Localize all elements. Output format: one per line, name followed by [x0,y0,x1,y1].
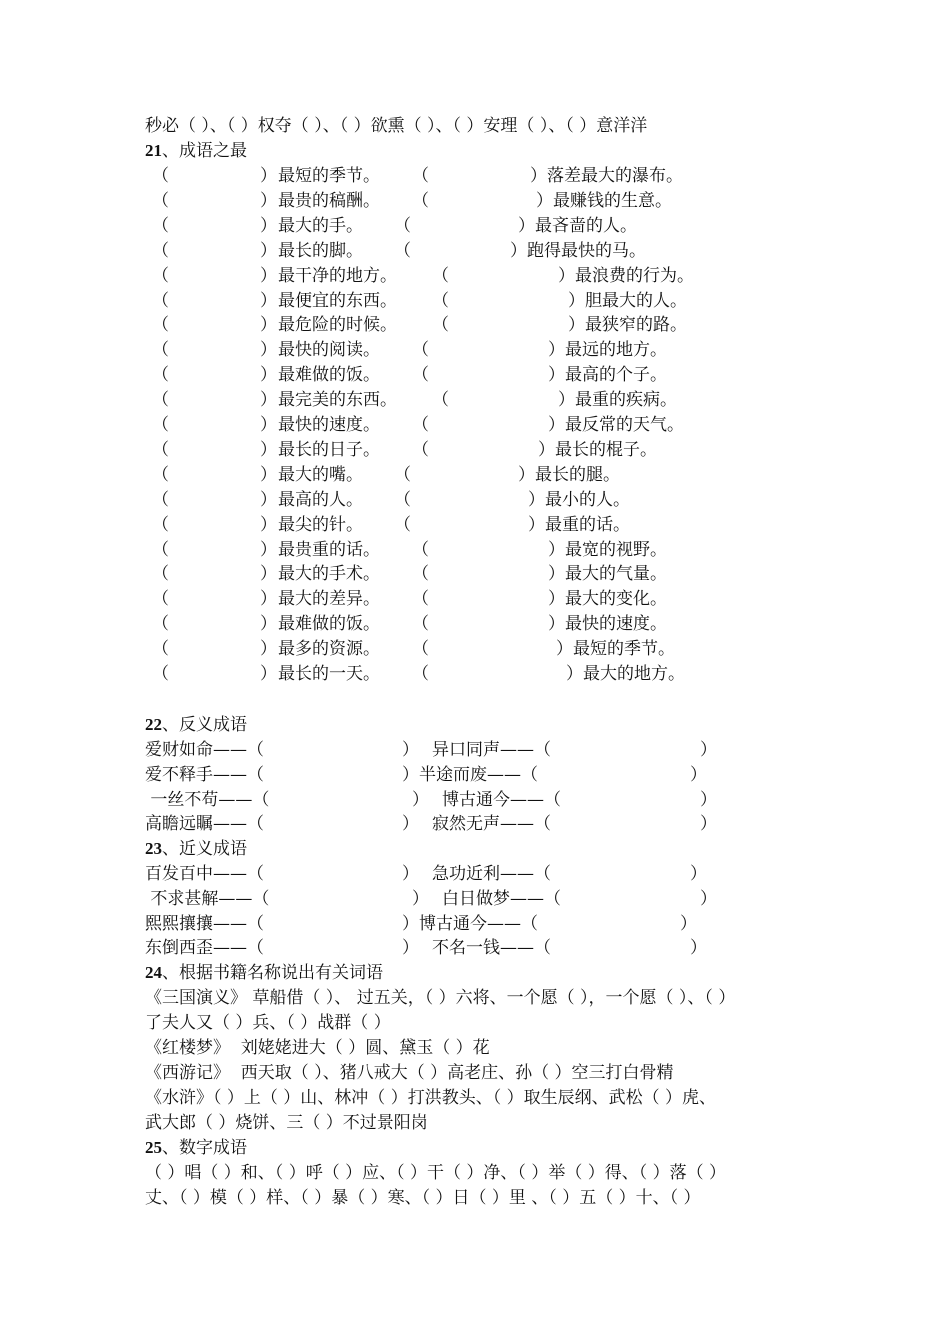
clue-left: 最危险的时候。 [278,315,397,336]
blank-close-paren: ） [260,365,277,386]
blank-open-paren: （ [152,240,169,261]
clue-right: 跑得最快的马。 [527,240,646,261]
section-23-heading [145,837,247,861]
blank-close-paren: ） [548,365,565,386]
blank-open-paren: （ [412,166,429,186]
blank-open-paren: （ [394,464,411,485]
book-line: 《三国演义》 草船借（ ）、 过五关，（ ）六将、一个愿（ ），一个愿（ ）、（ ） [145,988,736,1008]
blank-open-paren: （ [152,265,169,286]
blank-close-paren: ） [412,888,429,909]
book-line: 《西游记》 西天取（ ）、猪八戒大（ ）高老庄、孙（ ）空三打白骨精 [145,1063,674,1083]
clue-right: 最短的季节。 [573,639,675,660]
blank-close-paren: ） [402,814,419,835]
blank-close-paren: ） [548,589,565,610]
book-line: 《水浒》（ ）上（ ）山、林冲（ ）打洪教头、（ ）取生辰纲、武松（ ）虎、 [145,1088,717,1108]
section-number: 21 [145,141,162,160]
blank-close-paren: ） [548,415,565,435]
blank-close-paren: ） [700,789,717,810]
blank-close-paren: ） [260,589,277,610]
clue-right: 最狭窄的路。 [585,315,687,336]
blank-close-paren: ） [412,789,429,810]
blank-close-paren: ） [260,439,277,460]
blank-close-paren: ） [528,489,545,510]
blank-open-paren: （ [412,664,429,684]
blank-open-paren: （ [152,564,169,585]
blank-open-paren: （ [152,290,169,311]
blank-close-paren: ） [690,864,707,884]
blank-close-paren: ） [700,740,717,760]
clue-left: 最便宜的东西。 [278,290,397,311]
blank-open-paren: （ [412,415,429,435]
clue-left: 最尖的针。 [278,514,363,535]
clue-right: 最浪费的行为。 [575,265,694,286]
blank-open-paren: （ [152,390,169,411]
blank-close-paren: ） [260,415,277,435]
blank-open-paren: （ [412,340,429,361]
clue-left: 最长的脚。 [278,240,363,261]
blank-close-paren: ） [402,740,419,760]
book-line: 了夫人又（ ）兵、（ ）战群（ ） [145,1013,391,1033]
clue-right: 最重的疾病。 [575,390,677,411]
blank-open-paren: （ [394,240,411,261]
blank-close-paren: ） [548,340,565,361]
clue-right: 胆最大的人。 [585,290,687,311]
blank-close-paren: ） [558,265,575,286]
blank-close-paren: ） [568,290,585,311]
section-24-heading [145,961,383,985]
clue-right: 最高的个子。 [565,365,667,386]
blank-open-paren: （ [412,564,429,585]
clue-right: 最赚钱的生意。 [553,190,672,211]
clue-left: 最多的资源。 [278,639,380,660]
blank-open-paren: （ [432,390,449,411]
blank-close-paren: ） [260,265,277,286]
idiom-left: 百发百中——（ [145,864,264,884]
clue-right: 最长的棍子。 [555,439,657,460]
blank-close-paren: ） [700,888,717,909]
idiom-right: 寂然无声——（ [432,814,551,835]
blank-open-paren: （ [152,166,169,186]
blank-close-paren: ）博古通今——（ [402,913,538,934]
idiom-right: 异口同声——（ [432,740,551,760]
clue-right: 最宽的视野。 [565,539,667,560]
idiom-left: 熙熙攘攘——（ [145,913,264,934]
blank-close-paren: ） [568,315,585,336]
clue-right: 最吝啬的人。 [535,215,637,236]
blank-close-paren: ） [556,639,573,660]
blank-open-paren: （ [152,514,169,535]
blank-open-paren: （ [394,215,411,236]
blank-open-paren: （ [152,639,169,660]
blank-close-paren: ） [260,614,277,635]
blank-open-paren: （ [412,365,429,386]
fill-in-line-top: 秒必（ ）、（ ）权夺（ ）、（ ）欲熏（ ）、（ ）安理（ ）、（ ）意洋洋 [145,116,648,136]
blank-open-paren: （ [152,439,169,460]
blank-close-paren: ） [530,166,547,186]
clue-right: 最长的腿。 [535,464,620,485]
clue-right: 最小的人。 [545,489,630,510]
clue-left: 最高的人。 [278,489,363,510]
idiom-left: 一丝不苟——（ [145,789,270,810]
blank-open-paren: （ [152,365,169,386]
blank-open-paren: （ [152,340,169,361]
blank-open-paren: （ [152,315,169,336]
blank-close-paren: ） [558,390,575,411]
clue-left: 最快的速度。 [278,415,380,435]
blank-close-paren: ） [260,564,277,585]
blank-open-paren: （ [394,514,411,535]
blank-close-paren: ） [680,913,697,934]
blank-open-paren: （ [152,614,169,635]
number-idiom-line: 丈、（ ）模（ ）样、（ ）暴（ ）寒、（ ）日（ ）里 、（ ）五（ ）十、（ ） [145,1188,701,1208]
clue-right: 最快的速度。 [565,614,667,635]
blank-close-paren: ） [260,390,277,411]
clue-left: 最贵重的话。 [278,539,380,560]
blank-close-paren: ） [690,938,707,959]
clue-left: 最难做的饭。 [278,365,380,386]
blank-close-paren: ） [402,864,419,884]
section-number: 22 [145,715,162,734]
blank-open-paren: （ [152,664,169,684]
blank-open-paren: （ [412,639,429,660]
clue-left: 最贵的稿酬。 [278,190,380,211]
section-number: 23 [145,839,162,858]
blank-open-paren: （ [152,415,169,435]
blank-close-paren: ） [518,464,535,485]
section-22-heading [145,713,247,737]
blank-open-paren: （ [394,489,411,510]
idiom-left: 不求甚解——（ [145,888,270,909]
blank-close-paren: ） [402,938,419,959]
book-line: 武大郎（ ）烧饼、三（ ）不过景阳岗 [145,1113,428,1133]
blank-close-paren: ） [528,514,545,535]
clue-left: 最难做的饭。 [278,614,380,635]
blank-close-paren: ） [260,664,277,684]
section-title: 、近义成语 [162,839,247,859]
clue-left: 最大的手术。 [278,564,380,585]
clue-right: 最反常的天气。 [565,415,684,435]
clue-right: 最重的话。 [545,514,630,535]
section-number: 24 [145,963,162,982]
section-title: 、数字成语 [162,1138,247,1158]
clue-left: 最短的季节。 [278,166,380,186]
blank-close-paren: ） [260,489,277,510]
idiom-right: 不名一钱——（ [432,938,551,959]
clue-right: 最远的地方。 [565,340,667,361]
idiom-left: 东倒西歪——（ [145,938,264,959]
section-title: 、根据书籍名称说出有关词语 [162,963,383,983]
blank-open-paren: （ [432,315,449,336]
clue-right: 落差最大的瀑布。 [547,166,683,186]
clue-left: 最大的手。 [278,215,363,236]
clue-left: 最完美的东西。 [278,390,397,411]
blank-close-paren: ） [548,564,565,585]
clue-right: 最大的变化。 [565,589,667,610]
blank-open-paren: （ [432,265,449,286]
book-line: 《红楼梦》 刘姥姥进大（ ）圆、黛玉（ ）花 [145,1038,490,1058]
section-25-heading [145,1136,247,1160]
blank-open-paren: （ [412,190,429,211]
blank-close-paren: ） [260,190,277,211]
blank-open-paren: （ [412,589,429,610]
blank-close-paren: ） [700,814,717,835]
blank-open-paren: （ [152,539,169,560]
blank-open-paren: （ [412,439,429,460]
blank-close-paren: ） [548,539,565,560]
blank-open-paren: （ [152,190,169,211]
blank-close-paren: ） [260,290,277,311]
idiom-right: 博古通今——（ [442,789,561,810]
clue-left: 最长的日子。 [278,439,380,460]
blank-close-paren: ） [260,166,277,186]
blank-close-paren: ） [260,539,277,560]
clue-right: 最大的地方。 [583,664,685,684]
blank-close-paren: ） [566,664,583,684]
blank-close-paren: ） [260,315,277,336]
blank-close-paren: ） [510,240,527,261]
section-title: 、反义成语 [162,715,247,735]
blank-close-paren: ）半途而废——（ [402,764,538,785]
clue-left: 最大的嘴。 [278,464,363,485]
clue-right: 最大的气量。 [565,564,667,585]
blank-close-paren: ） [536,190,553,211]
blank-open-paren: （ [152,589,169,610]
blank-close-paren: ） [548,614,565,635]
blank-open-paren: （ [412,539,429,560]
clue-left: 最快的阅读。 [278,340,380,361]
section-21-heading [145,139,247,163]
number-idiom-line: （ ）唱（ ）和、（ ）呼（ ）应、（ ）干（ ）净、（ ）举（ ）得、（ ）落（ ） [145,1163,727,1183]
section-number: 25 [145,1138,162,1157]
blank-open-paren: （ [152,464,169,485]
blank-close-paren: ） [260,215,277,236]
idiom-left: 高瞻远瞩——（ [145,814,264,835]
blank-open-paren: （ [412,614,429,635]
idiom-left: 爱不释手——（ [145,764,264,785]
blank-close-paren: ） [260,639,277,660]
blank-close-paren: ） [690,764,707,785]
blank-close-paren: ） [518,215,535,236]
blank-close-paren: ） [260,464,277,485]
blank-close-paren: ） [538,439,555,460]
clue-left: 最大的差异。 [278,589,380,610]
idiom-left: 爱财如命——（ [145,740,264,760]
blank-open-paren: （ [152,215,169,236]
blank-open-paren: （ [152,489,169,510]
blank-close-paren: ） [260,240,277,261]
clue-left: 最长的一天。 [278,664,380,684]
blank-open-paren: （ [432,290,449,311]
clue-left: 最干净的地方。 [278,265,397,286]
idiom-right: 急功近利——（ [432,864,551,884]
blank-close-paren: ） [260,514,277,535]
section-title: 、成语之最 [162,141,247,161]
blank-close-paren: ） [260,340,277,361]
idiom-right: 白日做梦——（ [442,888,561,909]
